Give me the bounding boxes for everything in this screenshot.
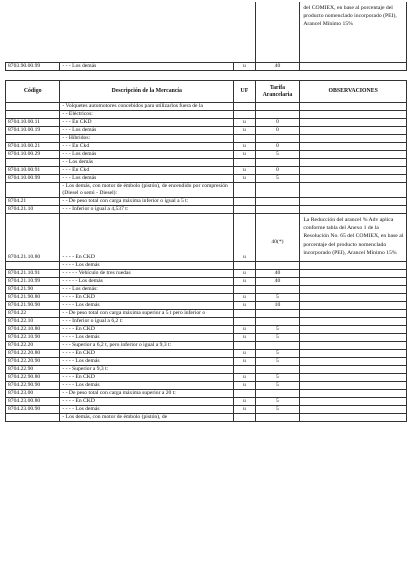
row-desc: - - De peso total con carga máxima superior a 20 t: <box>60 390 234 398</box>
table-row <box>6 390 407 398</box>
table-header-row <box>6 81 407 103</box>
row-uf <box>234 366 255 374</box>
row-code <box>6 414 60 422</box>
row-desc: - - - Superior a 6,2 t, pero inferior o igual a 9,3 t: <box>60 342 234 350</box>
row-code: 8704.21.10.80 <box>6 214 60 262</box>
row-obs <box>300 143 407 151</box>
row-uf <box>234 318 255 326</box>
row-uf: u <box>234 143 255 151</box>
row-obs <box>300 334 407 342</box>
table-row <box>6 119 407 127</box>
row-code: 8704.22.90.80 <box>6 374 60 382</box>
row-uf <box>234 198 255 206</box>
row-code: 8704.23.00.90 <box>6 406 60 414</box>
row-code: 8704.22.20.80 <box>6 350 60 358</box>
row-uf: u <box>234 398 255 406</box>
top-table-fragment <box>5 2 407 71</box>
row-desc: - - - - En CKD <box>60 374 234 382</box>
table-row <box>6 350 407 358</box>
row-uf <box>234 103 255 111</box>
row-code: 8704.22 <box>6 310 60 318</box>
row-desc: - - De peso total con carga máxima inferior o igual a 5 t: <box>60 198 234 206</box>
row-desc: - - - En CKD <box>60 119 234 127</box>
table-row <box>6 366 407 374</box>
row-code: 8704.22.10 <box>6 318 60 326</box>
row-obs <box>300 127 407 135</box>
top-row-desc: - - - Los demás <box>60 62 234 70</box>
row-tariff: 5 <box>255 406 300 414</box>
row-uf: u <box>234 374 255 382</box>
row-obs <box>300 350 407 358</box>
row-tariff <box>255 318 300 326</box>
row-code: 8704.21.10.91 <box>6 270 60 278</box>
row-tariff: 10 <box>255 302 300 310</box>
row-desc: - Los demás, con motor de émbolo (pistón), de <box>60 414 234 422</box>
table-row <box>6 294 407 302</box>
header-uf: UF <box>234 81 255 103</box>
table-row <box>6 318 407 326</box>
row-tariff: 40 <box>255 278 300 286</box>
row-code: 8704.10.00.21 <box>6 143 60 151</box>
row-uf: u <box>234 302 255 310</box>
row-uf <box>234 206 255 214</box>
row-desc: - - - - En CKD <box>60 350 234 358</box>
row-uf <box>234 262 255 270</box>
header-obs: OBSERVACIONES <box>300 81 407 103</box>
row-code <box>6 183 60 198</box>
row-obs <box>300 135 407 143</box>
row-uf: u <box>234 119 255 127</box>
row-tariff <box>255 390 300 398</box>
row-desc: - - - Los demás: <box>60 286 234 294</box>
row-desc: - - - Los demás <box>60 127 234 135</box>
row-tariff <box>255 206 300 214</box>
table-row <box>6 198 407 206</box>
row-uf: u <box>234 175 255 183</box>
table-row <box>6 358 407 366</box>
row-uf: u <box>234 406 255 414</box>
row-uf: u <box>234 151 255 159</box>
row-desc: - - Híbridos: <box>60 135 234 143</box>
row-tariff <box>255 286 300 294</box>
row-code: 8704.21.10 <box>6 206 60 214</box>
row-uf: u <box>234 270 255 278</box>
row-obs <box>300 119 407 127</box>
table-row <box>6 398 407 406</box>
row-uf: u <box>234 326 255 334</box>
row-desc: - - - - En CKD <box>60 398 234 406</box>
row-code <box>6 262 60 270</box>
row-desc: - - - En Ckd <box>60 167 234 175</box>
row-desc: - - Los demás <box>60 159 234 167</box>
table-row <box>6 326 407 334</box>
row-tariff <box>255 135 300 143</box>
row-tariff <box>255 414 300 422</box>
row-uf <box>234 111 255 119</box>
row-obs <box>300 198 407 206</box>
row-obs <box>300 183 407 198</box>
row-tariff <box>255 159 300 167</box>
row-desc: - - - - En CKD <box>60 214 234 262</box>
row-obs <box>300 414 407 422</box>
row-obs <box>300 358 407 366</box>
row-desc: - - - - Los demás <box>60 334 234 342</box>
row-tariff: 5 <box>255 382 300 390</box>
row-uf: u <box>234 334 255 342</box>
row-tariff <box>255 310 300 318</box>
row-obs <box>300 286 407 294</box>
row-code: 8704.22.90 <box>6 366 60 374</box>
row-obs <box>300 310 407 318</box>
row-desc: - - - - Los demás <box>60 406 234 414</box>
table-row <box>6 278 407 286</box>
top-table-row <box>6 62 407 70</box>
row-desc: - - - - Los demás <box>60 358 234 366</box>
row-desc: - Volquetes automotores concebidos para utilizarlos fuera de la <box>60 103 234 111</box>
table-row <box>6 310 407 318</box>
table-row <box>6 159 407 167</box>
row-code: 8704.21 <box>6 198 60 206</box>
row-uf <box>234 135 255 143</box>
table-row <box>6 374 407 382</box>
row-obs <box>300 390 407 398</box>
table-row <box>6 183 407 198</box>
row-uf <box>234 310 255 318</box>
row-tariff: 40 <box>255 270 300 278</box>
table-row <box>6 167 407 175</box>
row-desc: - - - Superior a 9,3 t: <box>60 366 234 374</box>
row-tariff: 5 <box>255 151 300 159</box>
table-row <box>6 206 407 214</box>
top-observation-text: del COMIEX, en base al porcentaje del producto nomenclado incorporado (PEI), Arancel Mínimo 15% <box>300 2 407 62</box>
row-obs <box>300 382 407 390</box>
row-uf <box>234 342 255 350</box>
row-obs <box>300 159 407 167</box>
row-uf <box>234 159 255 167</box>
row-code <box>6 111 60 119</box>
row-obs <box>300 318 407 326</box>
row-uf <box>234 390 255 398</box>
row-uf <box>234 414 255 422</box>
row-desc: - - - Los demás <box>60 175 234 183</box>
table-row <box>6 302 407 310</box>
row-tariff: 5 <box>255 358 300 366</box>
row-obs <box>300 342 407 350</box>
row-tariff: 0 <box>255 143 300 151</box>
table-row <box>6 143 407 151</box>
row-code: 8704.23.00.80 <box>6 398 60 406</box>
row-desc: - - - Los demás <box>60 151 234 159</box>
row-tariff <box>255 111 300 119</box>
top-row-obs <box>300 62 407 70</box>
table-row <box>6 406 407 414</box>
row-obs <box>300 366 407 374</box>
row-code: 8704.21.90.90 <box>6 302 60 310</box>
row-code: 8704.10.00.29 <box>6 151 60 159</box>
row-code: 8704.10.00.91 <box>6 167 60 175</box>
row-code: 8704.22.20 <box>6 342 60 350</box>
table-row <box>6 175 407 183</box>
row-tariff: 0 <box>255 119 300 127</box>
row-obs <box>300 374 407 382</box>
row-desc: - - - - Los demás <box>60 382 234 390</box>
row-desc: - - Eléctricos: <box>60 111 234 119</box>
row-code: 8704.22.10.80 <box>6 326 60 334</box>
row-uf: u <box>234 127 255 135</box>
row-desc: - - - - En CKD <box>60 294 234 302</box>
row-tariff <box>255 198 300 206</box>
row-tariff <box>255 103 300 111</box>
table-row <box>6 135 407 143</box>
row-code: 8704.10.00.19 <box>6 127 60 135</box>
row-tariff <box>255 183 300 198</box>
row-desc: - Los demás, con motor de émbolo (pistón), de encendido por compresión (Diesel o semi - Diesel): <box>60 183 234 198</box>
row-obs <box>300 175 407 183</box>
top-row-tariff: 40 <box>255 62 300 70</box>
row-obs <box>300 151 407 159</box>
table-row <box>6 127 407 135</box>
row-uf: u <box>234 382 255 390</box>
row-desc: - - - - Los demás <box>60 262 234 270</box>
row-uf: u <box>234 350 255 358</box>
row-uf <box>234 286 255 294</box>
row-desc: - - - - - Los demás <box>60 278 234 286</box>
table-row <box>6 286 407 294</box>
row-tariff: 5 <box>255 175 300 183</box>
row-tariff: 5 <box>255 294 300 302</box>
row-uf: u <box>234 294 255 302</box>
top-row-code: 8703.90.00.99 <box>6 62 60 70</box>
row-obs <box>300 294 407 302</box>
header-desc: Descripción de la Mercancía <box>60 81 234 103</box>
row-obs: La Reducción del arancel % Adv aplica conforme tabla del Anexo 1 de la Resolución No. 65 del COMIEX, en base al porcentaje del producto nomenclado incorporado (PEI), Arancel Mínimo 15% <box>300 214 407 262</box>
table-row <box>6 111 407 119</box>
table-row <box>6 342 407 350</box>
row-desc: - - - - Los demás <box>60 302 234 310</box>
row-obs <box>300 302 407 310</box>
row-tariff: 5 <box>255 334 300 342</box>
row-obs <box>300 326 407 334</box>
row-code: 8704.21.90 <box>6 286 60 294</box>
row-obs <box>300 278 407 286</box>
row-desc: - - - - En CKD <box>60 326 234 334</box>
row-code: 8704.10.00.11 <box>6 119 60 127</box>
table-row <box>6 382 407 390</box>
row-obs <box>300 406 407 414</box>
row-obs <box>300 262 407 270</box>
row-code: 8704.22.90.90 <box>6 382 60 390</box>
row-tariff: 40(*) <box>255 214 300 262</box>
row-code: 8704.21.10.99 <box>6 278 60 286</box>
table-row <box>6 214 407 262</box>
row-desc: - - - Inferior o igual a 6,2 t: <box>60 318 234 326</box>
row-tariff: 5 <box>255 374 300 382</box>
row-obs <box>300 270 407 278</box>
header-tariff: Tarifa Arancelaria <box>255 81 300 103</box>
table-row <box>6 334 407 342</box>
top-row-uf: u <box>234 62 255 70</box>
row-code <box>6 135 60 143</box>
row-tariff <box>255 366 300 374</box>
row-tariff: 5 <box>255 398 300 406</box>
row-code: 8704.22.10.90 <box>6 334 60 342</box>
row-tariff: 5 <box>255 326 300 334</box>
table-row <box>6 262 407 270</box>
row-obs <box>300 398 407 406</box>
row-obs <box>300 206 407 214</box>
table-row <box>6 270 407 278</box>
row-tariff <box>255 342 300 350</box>
row-uf: u <box>234 278 255 286</box>
table-row <box>6 103 407 111</box>
row-desc: - - - Inferior o igual a 4,537 t: <box>60 206 234 214</box>
row-code <box>6 103 60 111</box>
table-row <box>6 414 407 422</box>
row-desc: - - De peso total con carga máxima superior a 5 t pero inferior o <box>60 310 234 318</box>
row-obs <box>300 111 407 119</box>
row-tariff: 0 <box>255 167 300 175</box>
row-tariff: 5 <box>255 350 300 358</box>
row-uf: u <box>234 214 255 262</box>
header-code: Código <box>6 81 60 103</box>
row-tariff: 0 <box>255 127 300 135</box>
row-code: 8704.23.00 <box>6 390 60 398</box>
row-desc: - - - - - Vehículo de tres ruedas <box>60 270 234 278</box>
row-desc: - - - En Ckd <box>60 143 234 151</box>
row-code: 8704.10.00.99 <box>6 175 60 183</box>
row-uf: u <box>234 358 255 366</box>
row-obs <box>300 167 407 175</box>
row-obs <box>300 103 407 111</box>
row-code <box>6 159 60 167</box>
row-tariff <box>255 262 300 270</box>
top-obs-row <box>6 2 407 62</box>
row-code: 8704.21.90.80 <box>6 294 60 302</box>
row-code: 8704.22.20.90 <box>6 358 60 366</box>
row-uf <box>234 183 255 198</box>
tariff-table <box>5 80 407 422</box>
table-row <box>6 151 407 159</box>
row-uf: u <box>234 167 255 175</box>
